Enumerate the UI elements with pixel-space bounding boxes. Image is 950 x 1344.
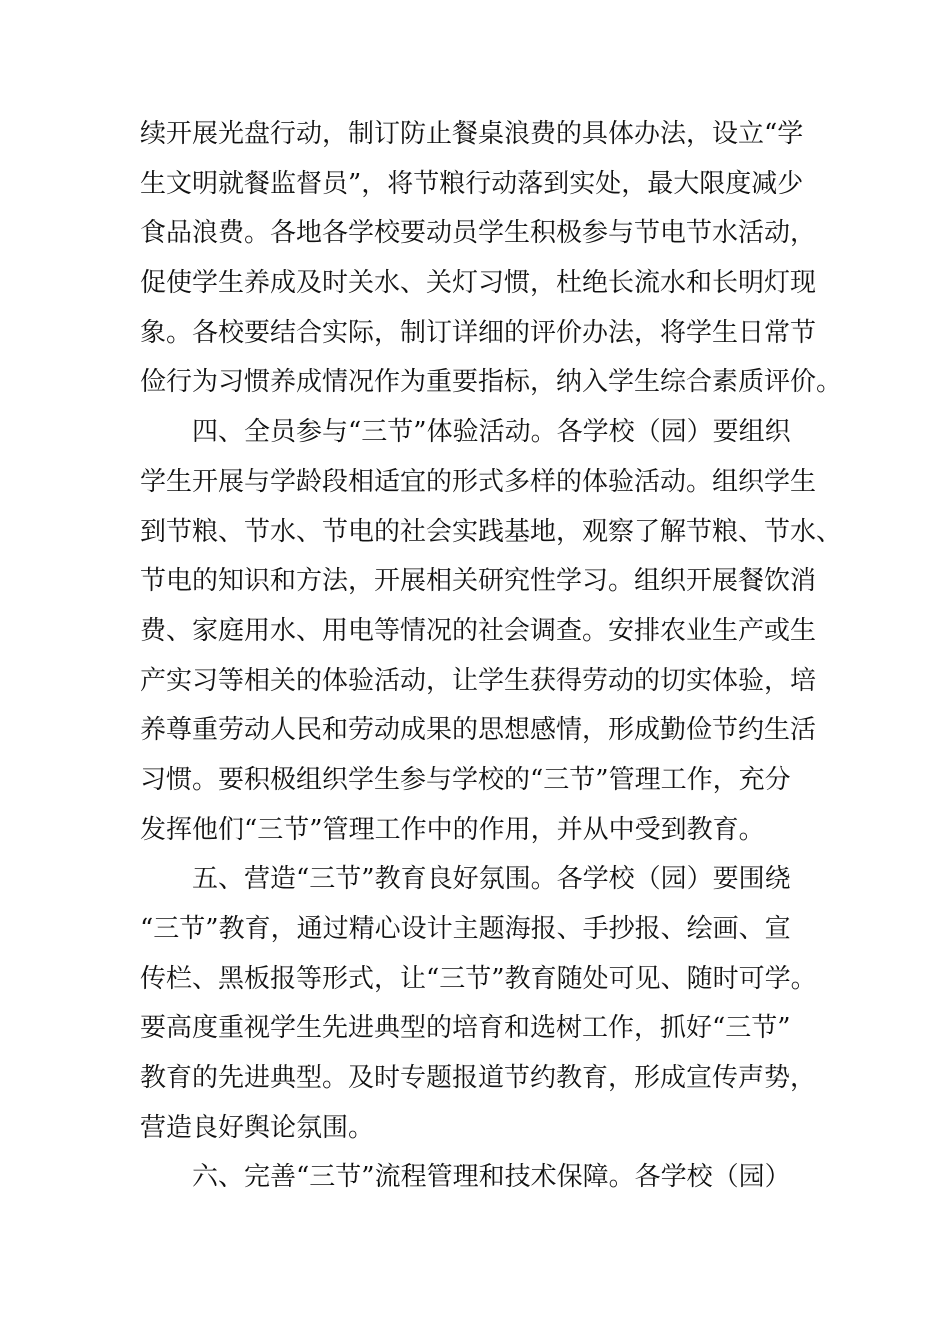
paragraph-section-six	[140, 1153, 820, 1203]
text-line: 费、家庭用水、用电等情况的社会调查。安排农业生产或生	[140, 615, 817, 646]
document-body	[140, 110, 843, 1203]
text-line: 要高度重视学生先进典型的培育和选树工作，抓好“三节”	[140, 1013, 791, 1044]
text-line: 产实习等相关的体验活动，让学生获得劳动的切实体验，培	[140, 665, 817, 696]
text-line: 生文明就餐监督员”，将节粮行动落到实处，最大限度减少	[140, 168, 804, 199]
text-line: 六、完善“三节”流程管理和技术保障。各学校（园）	[192, 1162, 791, 1193]
text-line: 促使学生养成及时关水、关灯习惯，杜绝长流水和长明灯现	[140, 268, 817, 299]
text-line: 俭行为习惯养成情况作为重要指标，纳入学生综合素质评价。	[140, 367, 843, 398]
text-line: 传栏、黑板报等形式，让“三节”教育随处可见、随时可学。	[140, 963, 817, 994]
paragraph-section-five	[140, 855, 820, 1153]
text-line: 发挥他们“三节”管理工作中的作用，并从中受到教育。	[140, 814, 765, 845]
text-line: 养尊重劳动人民和劳动成果的思想感情，形成勤俭节约生活	[140, 715, 817, 746]
text-line: 食品浪费。各地各学校要动员学生积极参与节电节水活动，	[140, 218, 817, 249]
text-line: 象。各校要结合实际，制订详细的评价办法，将学生日常节	[140, 317, 817, 348]
text-line: 四、全员参与“三节”体验活动。各学校（园）要组织	[192, 417, 791, 448]
text-line: 续开展光盘行动，制订防止餐桌浪费的具体办法，设立“学	[140, 119, 804, 149]
paragraph-section-four	[140, 408, 843, 855]
text-line: 学生开展与学龄段相适宜的形式多样的体验活动。组织学生	[140, 466, 817, 497]
text-line: 到节粮、节水、节电的社会实践基地，观察了解节粮、节水、	[140, 516, 843, 547]
text-line: 教育的先进典型。及时专题报道节约教育，形成宣传声势，	[140, 1063, 817, 1094]
text-line: 节电的知识和方法，开展相关研究性学习。组织开展餐饮消	[140, 566, 817, 597]
text-line: 营造良好舆论氛围。	[140, 1112, 375, 1143]
text-line: 五、营造“三节”教育良好氛围。各学校（园）要围绕	[192, 864, 791, 895]
text-line: 习惯。要积极组织学生参与学校的“三节”管理工作，充分	[140, 764, 791, 795]
text-line: “三节”教育，通过精心设计主题海报、手抄报、绘画、宣	[140, 914, 791, 944]
paragraph-continuation	[140, 110, 843, 408]
